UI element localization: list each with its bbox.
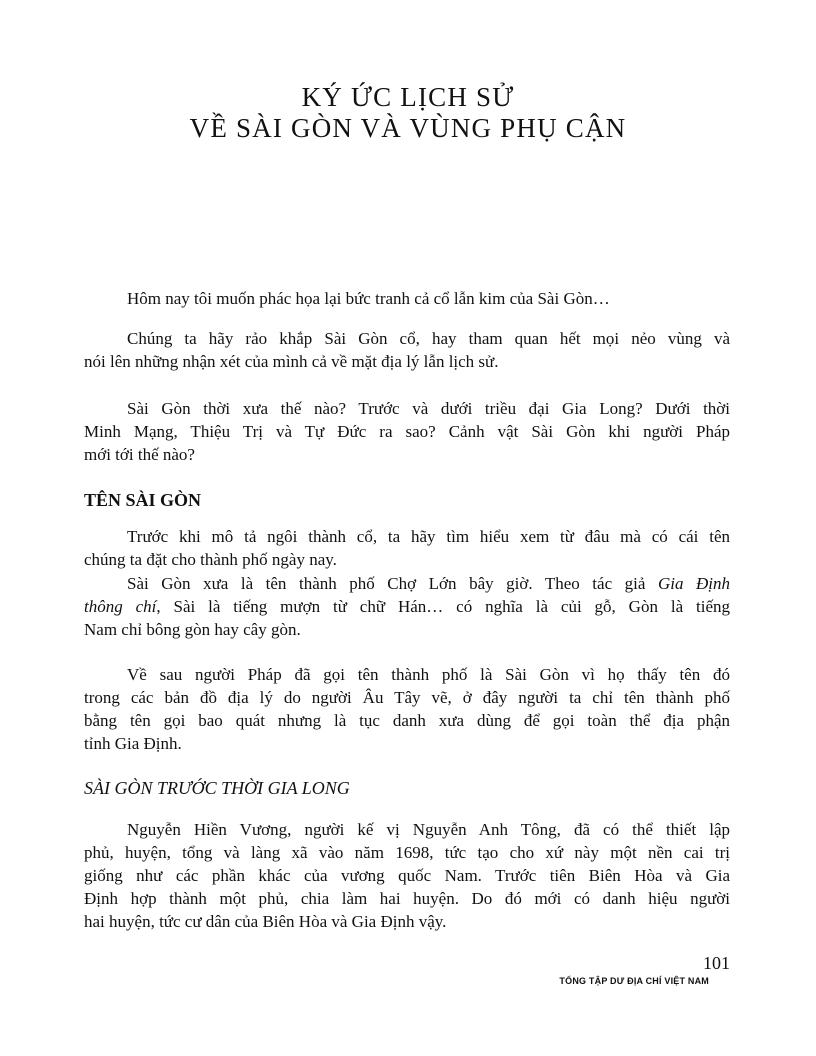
paragraph-line: chúng ta đặt cho thành phố ngày nay. — [84, 550, 337, 569]
paragraph-line: phủ, huyện, tổng và làng xã vào năm 1698, tức tạo cho xứ này một nền cai trị — [84, 843, 730, 862]
paragraph-line: Định hợp thành một phủ, chia làm hai huyện. Do đó mới có danh hiệu người — [84, 889, 730, 908]
paragraph-line: tỉnh Gia Định. — [84, 734, 182, 753]
paragraph-line: Minh Mạng, Thiệu Trị và Tự Đức ra sao? Cảnh vật Sài Gòn khi người Pháp — [84, 422, 730, 441]
series-title: TỔNG TẬP DƯ ĐỊA CHÍ VIỆT NAM — [559, 976, 709, 986]
paragraph-line: bằng tên gọi bao quát nhưng là tục danh xưa dùng để gọi toàn thể địa phận — [84, 711, 730, 730]
paragraph-line: giống như các phần khác của vương quốc Nam. Trước tiên Biên Hòa và Gia — [84, 866, 730, 885]
paragraph-line: Chúng ta hãy rảo khắp Sài Gòn cổ, hay tham quan hết mọi nẻo vùng và — [127, 329, 730, 348]
page-number: 101 — [703, 953, 730, 973]
paragraph-line: trong các bản đồ địa lý do người Âu Tây vẽ, ở đây người ta chỉ tên thành phố — [84, 688, 730, 707]
paragraph-line: hai huyện, tức cư dân của Biên Hòa và Gia Định vậy. — [84, 912, 447, 931]
text: Sài Gòn xưa là tên thành phố Chợ Lớn bây giờ. Theo tác giả — [127, 574, 658, 593]
paragraph-line: Hôm nay tôi muốn phác họa lại bức tranh cả cổ lẫn kim của Sài Gòn… — [127, 289, 610, 308]
paragraph-line: Về sau người Pháp đã gọi tên thành phố là Sài Gòn vì họ thấy tên đó — [127, 665, 730, 684]
paragraph-line: mới tới thế nào? — [84, 445, 195, 464]
section-heading: TÊN SÀI GÒN — [84, 490, 202, 510]
chapter-title-line-2: VỀ SÀI GÒN VÀ VÙNG PHỤ CẬN — [189, 113, 627, 143]
paragraph-line — [84, 572, 730, 595]
text: , Sài là tiếng mượn từ chữ Hán… có nghĩa là củi gỗ, Gòn là tiếng — [156, 597, 730, 616]
chapter-title-line-1: KÝ ỨC LỊCH SỬ — [301, 82, 515, 112]
paragraph-line: nói lên những nhận xét của mình cả về mặt địa lý lẫn lịch sử. — [84, 352, 499, 371]
paragraph-line: Trước khi mô tả ngôi thành cổ, ta hãy tìm hiểu xem từ đâu mà có cái tên — [127, 527, 730, 546]
paragraph-line: Nam chỉ bông gòn hay cây gòn. — [84, 620, 301, 639]
book-title-italic: Gia Định — [657, 574, 731, 593]
paragraph-line: Nguyễn Hiền Vương, người kế vị Nguyễn Anh Tông, đã có thể thiết lập — [127, 820, 730, 839]
paragraph-line: Sài Gòn thời xưa thế nào? Trước và dưới triều đại Gia Long? Dưới thời — [127, 399, 730, 418]
paragraph-line — [84, 595, 730, 618]
book-title-italic: thông chí — [84, 597, 157, 616]
subsection-heading: SÀI GÒN TRƯỚC THỜI GIA LONG — [84, 778, 350, 798]
